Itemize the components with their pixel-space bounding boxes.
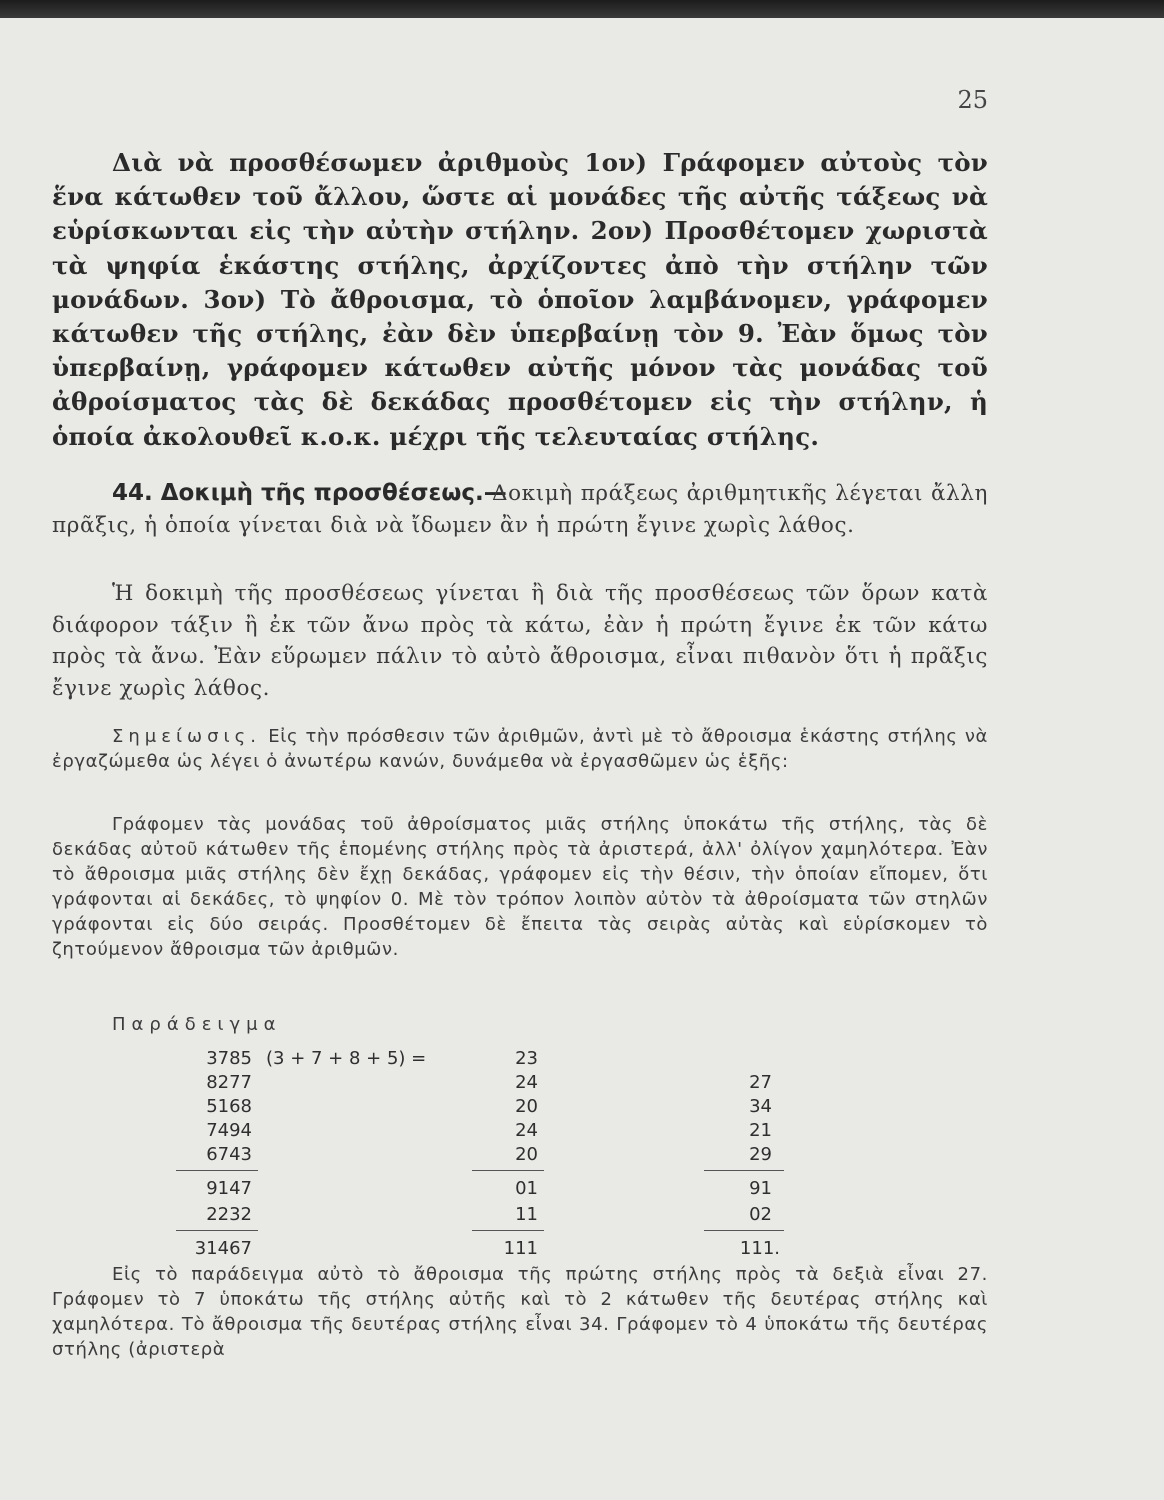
- proof-definition-paragraph: Δοκιμὴ πράξεως ἀριθμητικῆς λέγεται ἄλλη πρᾶξις, ἡ ὁποία γίνεται διὰ νὰ ἴδωμεν ἂν ἡ πρώτη ἔγινε χωρὶς λάθος.: [52, 481, 988, 538]
- partial-sum-units: 9147: [206, 1178, 252, 1199]
- total-rule: [704, 1230, 784, 1231]
- addend: 8277: [206, 1072, 252, 1093]
- column-sum: 29: [749, 1144, 772, 1165]
- addend: 3785: [206, 1048, 252, 1069]
- column-sum-formula: (3 + 7 + 8 + 5) =: [266, 1048, 427, 1069]
- total-sum: 111.: [739, 1238, 780, 1259]
- sum-rule: [704, 1170, 784, 1171]
- partial-sum-tens: 02: [749, 1204, 772, 1225]
- proof-method-paragraph: Ἡ δοκιμὴ τῆς προσθέσεως γίνεται ἢ διὰ τῆς προσθέσεως τῶν ὅρων κατὰ διάφορον τάξιν ἢ ἐκ τῶν ἄνω πρὸς τὰ κάτω, ἐὰν ἡ πρώτη ἔγινε ἐκ τῶν κάτω πρὸς τὰ ἄνω. Ἐὰν εὕρωμεν πάλιν τὸ αὐτὸ ἄθροισμα, εἶναι πιθανὸν ὅτι ἡ πρᾶξις ἔγινε χωρὶς λάθος.: [52, 581, 988, 701]
- partial-sum-tens: 2232: [206, 1204, 252, 1225]
- column-sum: 23: [515, 1048, 538, 1069]
- column-sum: 20: [515, 1144, 538, 1165]
- addend: 6743: [206, 1144, 252, 1165]
- addition-rule-paragraph: Διὰ νὰ προσθέσωμεν ἀριθμοὺς 1ον) Γράφομεν αὐτοὺς τὸν ἕνα κάτωθεν τοῦ ἄλλου, ὥστε αἱ μονάδες τῆς αὐτῆς τάξεως νὰ εὑρίσκωνται εἰς τὴν αὐτὴν στήλην. 2ον) Προσθέτομεν χωριστὰ τὰ ψηφία ἑκάστης στήλης, ἀρχίζοντες ἀπὸ τὴν στήλην τῶν μονάδων. 3ον) Τὸ ἄθροισμα, τὸ ὁποῖον λαμβάνομεν, γράφομεν κάτωθεν τῆς στήλης, ἐὰν δὲν ὑπερβαίνῃ τὸν 9. Ἐὰν ὅμως τὸν ὑπερβαίνῃ, γράφομεν κάτωθεν αὐτῆς μόνον τὰς μονάδας τοῦ ἀθροίσματος τὰς δὲ δεκάδας προσθέτομεν εἰς τὴν στήλην, ἡ ὁποία ἀκολουθεῖ κ.ο.κ. μέχρι τῆς τελευταίας στήλης.: [52, 148, 988, 451]
- addend: 5168: [206, 1096, 252, 1117]
- example-explanation-paragraph: Εἰς τὸ παράδειγμα αὐτὸ τὸ ἄθροισμα τῆς πρώτης στήλης πρὸς τὰ δεξιὰ εἶναι 27. Γράφομεν τὸ 7 ὑποκάτω τῆς στήλης αὐτῆς καὶ τὸ 2 κάτωθεν τῆς δευτέρας στήλης καὶ χαμηλότερα. Τὸ ἄθροισμα τῆς δευτέρας στήλης εἶναι 34. Γράφομεν τὸ 4 ὑποκάτω τῆς δευτέρας στήλης (ἀριστερὰ: [52, 1264, 988, 1360]
- note-label: Σημείωσις.: [112, 726, 261, 747]
- addend: 7494: [206, 1120, 252, 1141]
- partial-sum-tens: 11: [515, 1204, 538, 1225]
- example-label: Παράδειγμα: [112, 1014, 282, 1035]
- alternative-method-paragraph: Γράφομεν τὰς μονάδας τοῦ ἀθροίσματος μιᾶς στήλης ὑποκάτω τῆς στήλης, τὰς δὲ δεκάδας αὐτοῦ κάτωθεν τῆς ἑπομένης στήλης πρὸς τὰ ἀριστερά, ἀλλ' ὀλίγον χαμηλότερα. Ἐὰν τὸ ἄθροισμα μιᾶς στήλης δὲν ἔχῃ δεκάδας, γράφομεν εἰς τὴν θέσιν, τὴν ὁποίαν εἴπομεν, ὅτι γράφονται αἱ δεκάδες, τὸ ψηφίον 0. Μὲ τὸν τρόπον λοιπὸν αὐτὸν τὰ ἀθροίσματα τῶν στηλῶν γράφονται εἰς δύο σειράς. Προσθέτομεν δὲ ἔπειτα τὰς σειρὰς αὐτὰς καὶ εὑρίσκομεν τὸ ζητούμενον ἄθροισμα τῶν ἀριθμῶν.: [52, 814, 988, 960]
- column-sum: 24: [515, 1072, 538, 1093]
- total-rule: [176, 1230, 258, 1231]
- partial-sum-units: 91: [749, 1178, 772, 1199]
- total-sum: 31467: [194, 1238, 252, 1259]
- column-sum: 21: [749, 1120, 772, 1141]
- sum-rule: [472, 1170, 544, 1171]
- section-heading: 44. Δοκιμὴ τῆς προσθέσεως.—: [112, 480, 507, 506]
- sum-rule: [176, 1170, 258, 1171]
- column-sum: 20: [515, 1096, 538, 1117]
- column-sum: 24: [515, 1120, 538, 1141]
- column-sum: 34: [749, 1096, 772, 1117]
- page-number: 25: [957, 86, 988, 114]
- total-rule: [472, 1230, 544, 1231]
- total-sum: 111: [503, 1238, 538, 1259]
- note-text: Εἰς τὴν πρόσθεσιν τῶν ἀριθμῶν, ἀντὶ μὲ τὸ ἄθροισμα ἑκάστης στήλης νὰ ἐργαζώμεθα ὡς λέγει ὁ ἀνωτέρω κανών, δυνάμεθα νὰ ἐργασθῶμεν ὡς ἑξῆς:: [52, 726, 988, 772]
- book-page: [0, 18, 1164, 1500]
- partial-sum-units: 01: [515, 1178, 538, 1199]
- note-paragraph: [52, 724, 988, 774]
- column-sum: 27: [749, 1072, 772, 1093]
- scan-edge: [0, 0, 1164, 18]
